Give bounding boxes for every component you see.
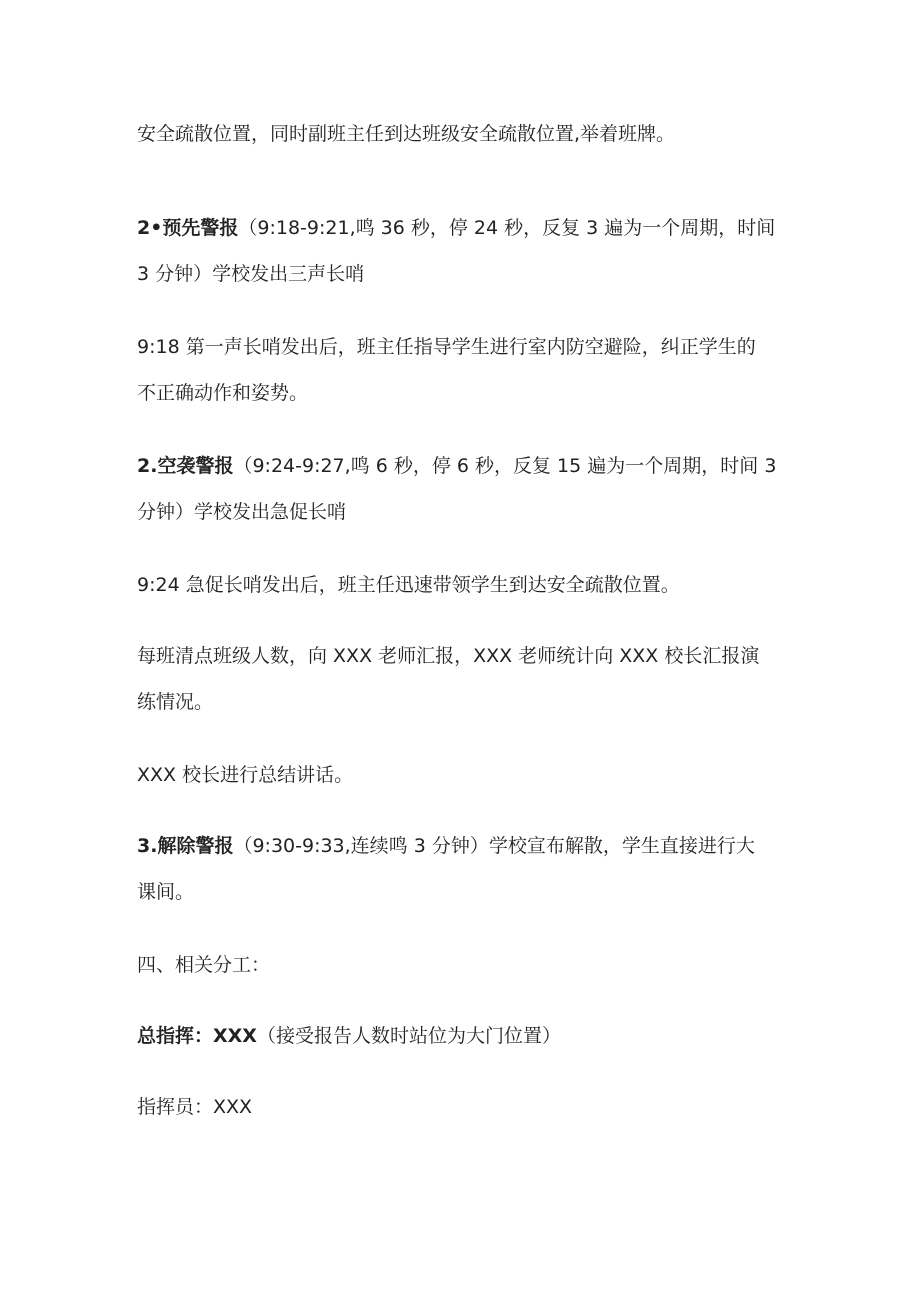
text-line	[137, 111, 797, 157]
text-line	[137, 205, 797, 251]
paragraph-commander	[137, 1084, 797, 1130]
paragraph-principal-summary	[137, 752, 797, 798]
paragraph-commander-in-chief	[137, 1013, 797, 1059]
text-run: 9:24 急促长哨发出后，班主任迅速带领学生到达安全疏散位置。	[137, 574, 680, 596]
paragraph-pre-alarm	[137, 205, 797, 297]
text-line	[137, 752, 797, 798]
text-run: 分钟）学校发出急促长哨	[137, 501, 347, 523]
paragraph-evacuation-position	[137, 111, 797, 157]
text-line	[137, 324, 797, 370]
text-run: 课间。	[137, 881, 195, 903]
text-run: （9:30-9:33,连续鸣 3 分钟）学校宣布解散，学生直接进行大	[233, 835, 755, 857]
text-run: 四、相关分工：	[137, 954, 271, 976]
text-run: （9:24-9:27,鸣 6 秒，停 6 秒，反复 15 遍为一个周期，时间 3	[233, 455, 777, 477]
paragraph-headcount-report	[137, 633, 797, 725]
text-run: 3 分钟）学校发出三声长哨	[137, 263, 365, 285]
text-run: 指挥员：XXX	[137, 1096, 253, 1118]
text-run: 9:18 第一声长哨发出后，班主任指导学生进行室内防空避险，纠正学生的	[137, 336, 756, 358]
paragraph-rapid-whistle	[137, 562, 797, 608]
text-line	[137, 489, 797, 535]
bold-text-run: 3.解除警报	[137, 835, 234, 857]
text-line	[137, 633, 797, 679]
text-line	[137, 562, 797, 608]
text-run: 不正确动作和姿势。	[137, 382, 309, 404]
text-run: XXX 校长进行总结讲话。	[137, 764, 354, 786]
paragraph-all-clear	[137, 823, 797, 915]
text-line	[137, 370, 797, 416]
bold-text-run: 2•预先警报	[137, 217, 239, 239]
bold-text-run: 2.空袭警报	[137, 455, 234, 477]
text-line	[137, 942, 797, 988]
section-heading-division-of-labor	[137, 942, 797, 988]
text-run: 每班清点班级人数，向 XXX 老师汇报，XXX 老师统计向 XXX 校长汇报演	[137, 645, 760, 667]
bold-text-run: 总指挥：XXX	[137, 1025, 257, 1047]
text-run: 练情况。	[137, 691, 214, 713]
text-line	[137, 443, 797, 489]
text-line	[137, 1013, 797, 1059]
text-line	[137, 823, 797, 869]
text-line	[137, 1084, 797, 1130]
paragraph-first-whistle	[137, 324, 797, 416]
text-line	[137, 251, 797, 297]
text-run: （9:18-9:21,鸣 36 秒，停 24 秒，反复 3 遍为一个周期，时间	[238, 217, 776, 239]
text-line	[137, 869, 797, 915]
text-run: 安全疏散位置，同时副班主任到达班级安全疏散位置,举着班牌。	[137, 123, 676, 145]
paragraph-air-raid-alarm	[137, 443, 797, 535]
text-run: （接受报告人数时站位为大门位置）	[256, 1025, 561, 1047]
text-line	[137, 679, 797, 725]
